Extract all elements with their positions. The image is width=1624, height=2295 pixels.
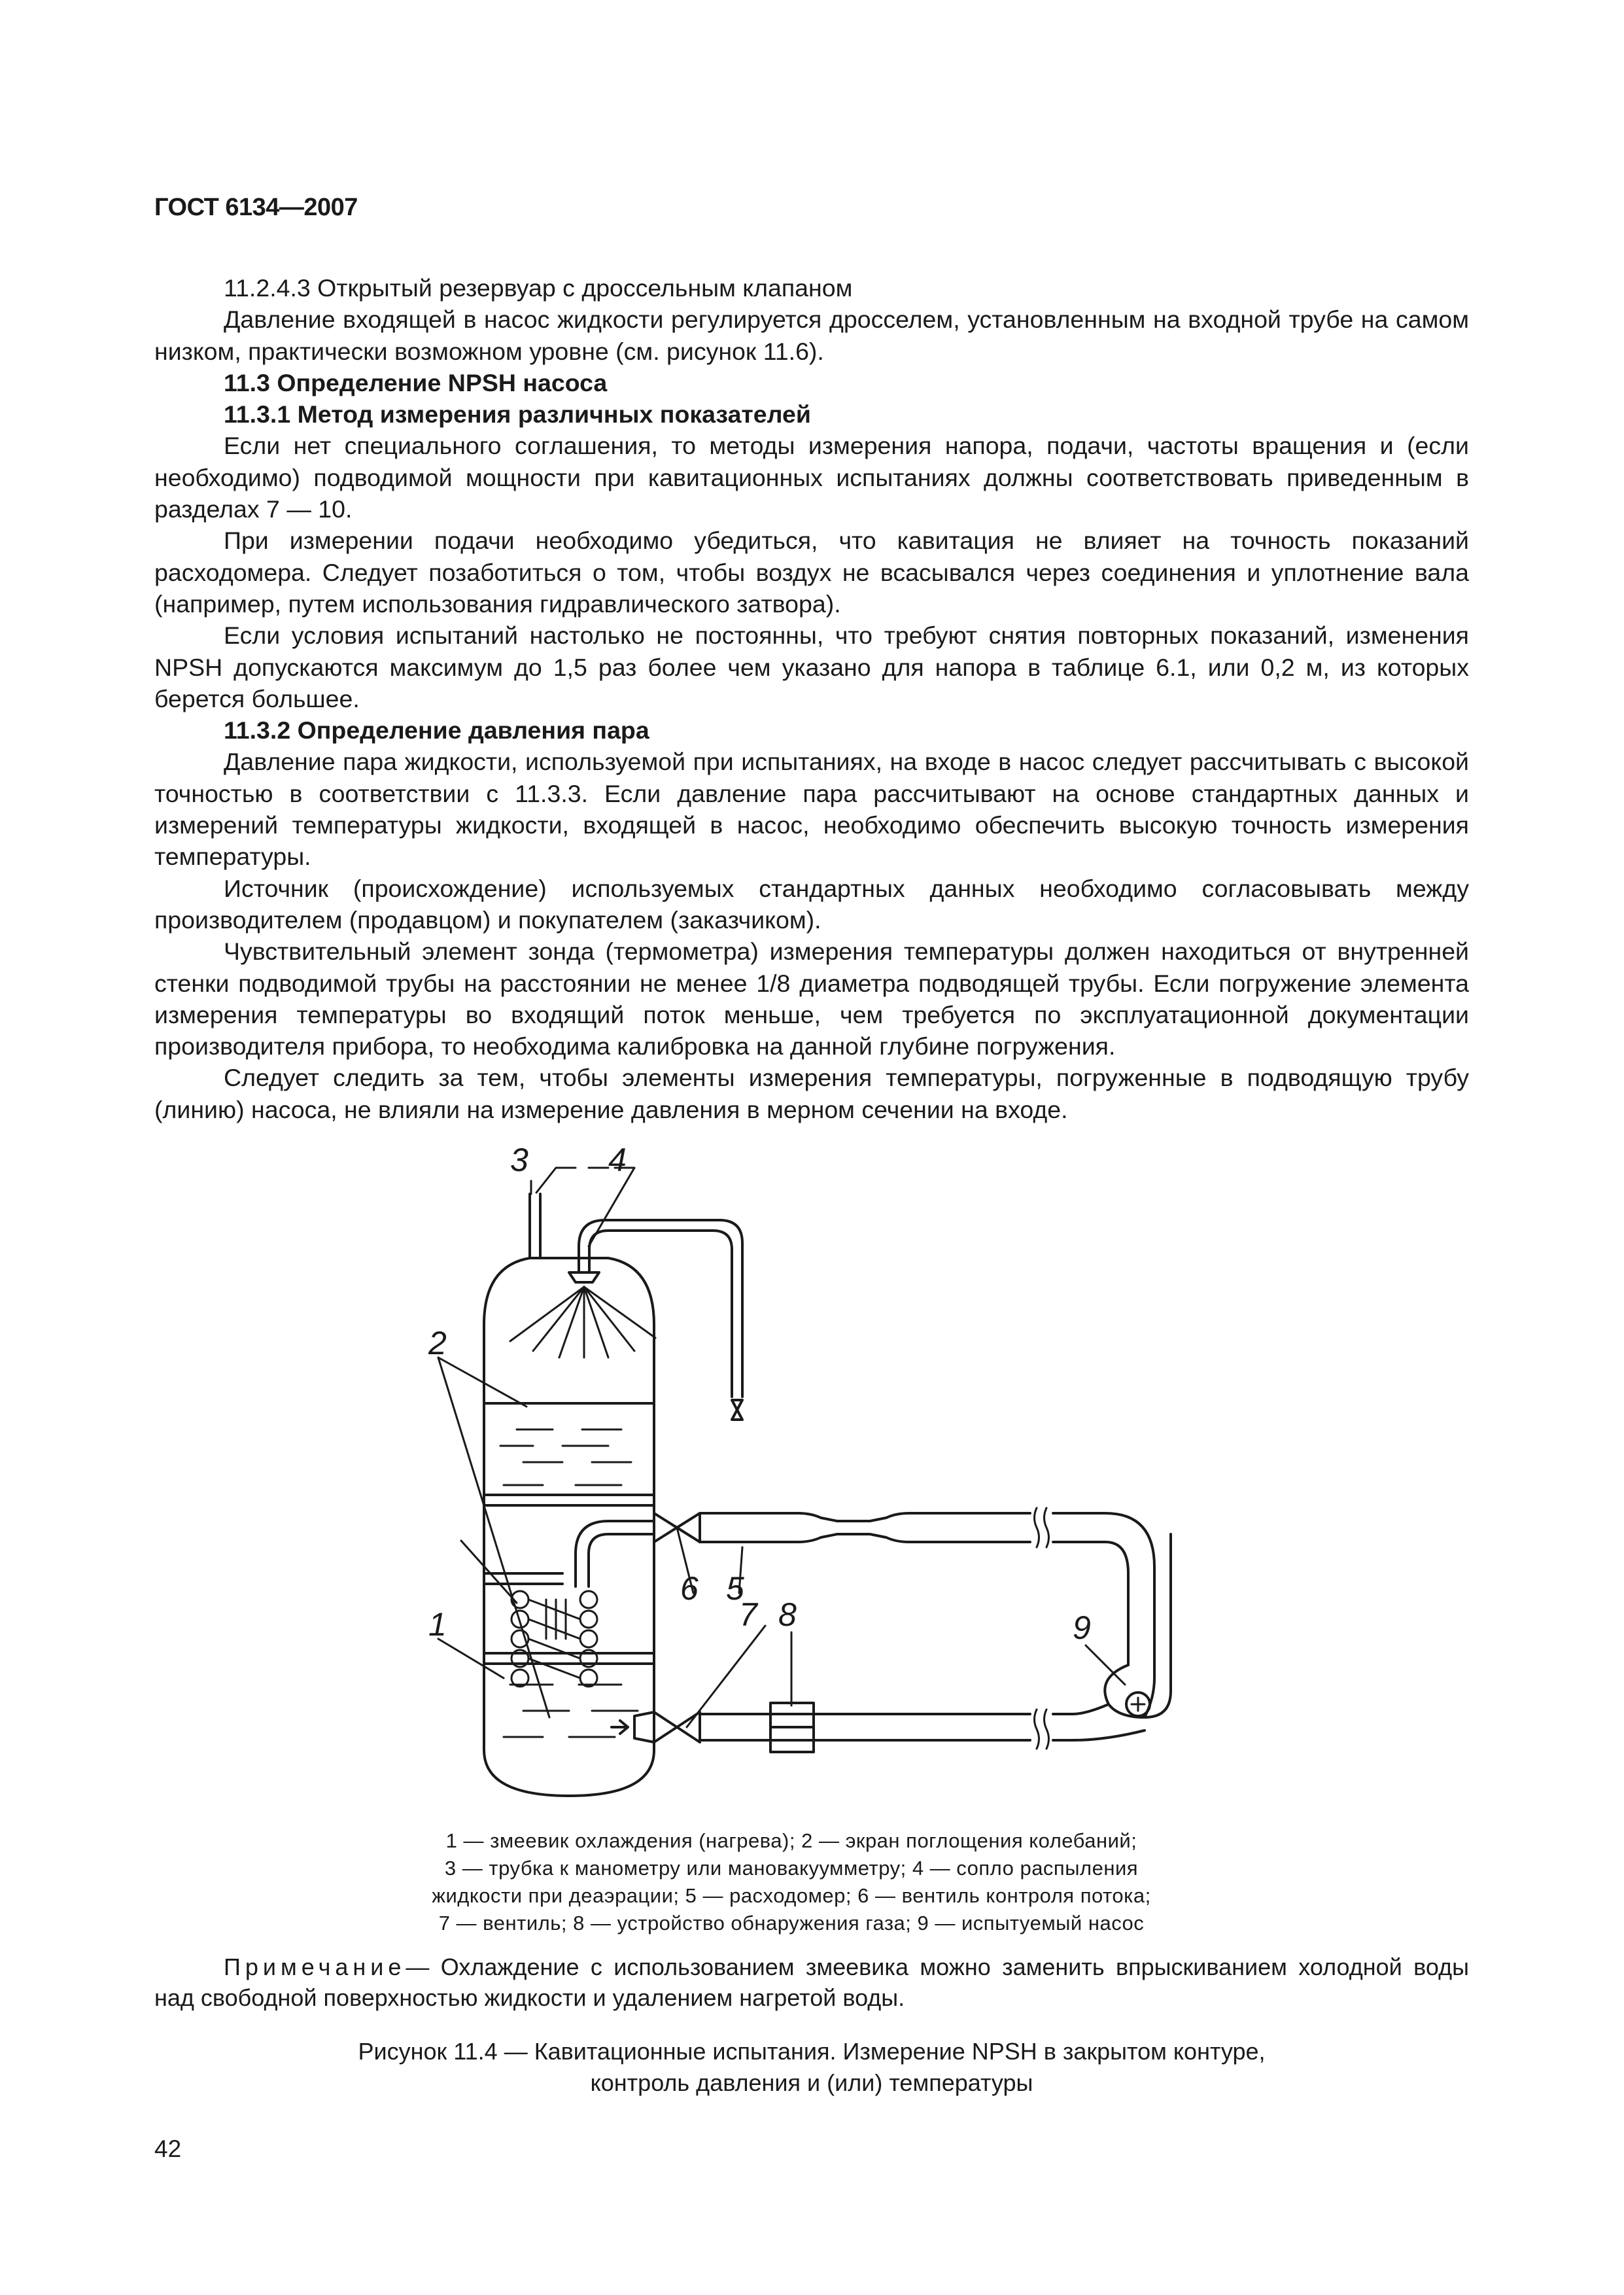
label-6: 6	[680, 1570, 699, 1607]
document-code-header: ГОСТ 6134—2007	[154, 194, 358, 221]
body-text	[154, 272, 1469, 1125]
figure-legend	[366, 1827, 1217, 1937]
label-1: 1	[428, 1606, 447, 1643]
figure-diagram	[412, 1142, 1217, 1809]
paragraph: Следует следить за тем, чтобы элементы измерения температуры, погруженные в подводящую трубу (линию) насоса, не влияли на измерение давления в мерном сечении на входе.	[154, 1064, 1469, 1123]
nozzle-head	[569, 1272, 599, 1282]
pump-cross	[1132, 1698, 1145, 1711]
legend-line: 7 — вентиль; 8 — устройство обнаружения газа; 9 — испытуемый насос	[438, 1912, 1145, 1935]
liquid-lines	[500, 1429, 631, 1485]
paragraph: Давление пара жидкости, используемой при испытаниях, на входе в насос следует рассчитывать с высокой точностью в соответствии с 11.3.3. Если давление пара рассчитывают на основе стандартных данных и измерений температуры жидкости, входящей в насос, необходимо обеспечить высокую точность измерения температуры.	[154, 748, 1469, 871]
label-9: 9	[1073, 1609, 1091, 1646]
figure-caption	[154, 2036, 1469, 2099]
return-pipe-inlet	[576, 1521, 654, 1586]
paragraph: Чувствительный элемент зонда (термометра) измерения температуры должен находиться от внутренней стенки подводимой трубы на расстоянии не менее 1/8 диаметра подводящей трубы. Если погружение элемента измерения температуры во входящий поток меньше, чем требуется по эксплуатационной документации производителя прибора, то необходима калибровка на данной глубине погружения.	[154, 937, 1469, 1060]
label-4: 4	[608, 1142, 627, 1178]
bottom-pipe	[700, 1714, 1030, 1740]
note-label: Примечание	[224, 1953, 406, 1980]
section-heading: 11.3.1 Метод измерения различных показателей	[224, 400, 811, 429]
valve-7	[654, 1712, 700, 1742]
label-8: 8	[778, 1596, 797, 1633]
screen-upper	[484, 1495, 654, 1505]
paragraph: 11.2.4.3 Открытый резервуар с дроссельным клапаном	[224, 274, 853, 302]
caption-line-1: Рисунок 11.4 — Кавитационные испытания. Измерение NPSH в закрытом контуре,	[358, 2038, 1266, 2065]
legend-line: жидкости при деаэрации; 5 — расходомер; 6 — вентиль контроля потока;	[432, 1884, 1151, 1907]
paragraph: Если нет специального соглашения, то методы измерения напора, подачи, частоты вращения и (если необходимо) подводимой мощности при кавитационных испытаниях должны соответствовать приведенным в разделах 7 — 10.	[154, 432, 1469, 523]
top-pipe	[700, 1513, 1030, 1542]
note-text: — Охлаждение с использованием змеевика можно заменить впрыскиванием холодной воды над свободной поверхностью жидкости и удалением нагретой воды.	[154, 1953, 1469, 2011]
nozzle-pipe	[579, 1220, 742, 1397]
cavitation-test-diagram	[412, 1142, 1217, 1809]
label-5: 5	[726, 1570, 744, 1607]
inlet-nozzle	[634, 1712, 654, 1742]
small-valve	[732, 1400, 742, 1420]
legend-line: 3 — трубка к манометру или мановакуумметру; 4 — сопло распыления	[444, 1857, 1139, 1880]
top-pipe-right	[1053, 1513, 1154, 1678]
label-2: 2	[428, 1325, 447, 1361]
caption-line-2: контроль давления и (или) температуры	[590, 2069, 1033, 2096]
section-heading: 11.3.2 Определение давления пара	[224, 716, 649, 745]
pump-outlet	[1145, 1534, 1171, 1717]
paragraph: При измерении подачи необходимо убедиться, что кавитация не влияет на точность показаний расходомера. Следует позаботиться о том, чтобы воздух не всасывался через соединения и уплотнение вала (например, путем использования гидравлического затвора).	[154, 527, 1469, 618]
paragraph: Давление входящей в насос жидкости регулируется дросселем, установленным на входной трубе на самом низком, практически возможном уровне (см. рисунок 11.6).	[154, 306, 1469, 365]
label-3: 3	[510, 1142, 528, 1178]
vessel-body	[484, 1258, 654, 1796]
liquid-lines-lower	[504, 1685, 638, 1737]
pipe-break-top	[1035, 1508, 1049, 1547]
inlet-arrow	[612, 1721, 628, 1734]
section-heading: 11.3 Определение NPSH насоса	[224, 368, 608, 396]
page-number: 42	[154, 2135, 182, 2162]
paragraph: Источник (происхождение) используемых стандартных данных необходимо согласовывать между производителем (продавцом) и покупателем (заказчиком).	[154, 874, 1469, 934]
paragraph: Если условия испытаний настолько не постоянны, что требуют снятия повторных показаний, изменения NPSH допускаются максимум до 1,5 раз более чем указано для напора в таблице 6.1, или 0,2 м, из которых берется большее.	[154, 622, 1469, 712]
pump-discharge	[1053, 1704, 1145, 1740]
pipe-break-bottom	[1035, 1709, 1049, 1749]
spray-lines	[510, 1287, 655, 1358]
pressure-tube	[530, 1194, 540, 1258]
legend-line: 1 — змеевик охлаждения (нагрева); 2 — экран поглощения колебаний;	[445, 1829, 1137, 1852]
label-7: 7	[739, 1596, 757, 1633]
figure-note	[154, 1952, 1469, 2013]
